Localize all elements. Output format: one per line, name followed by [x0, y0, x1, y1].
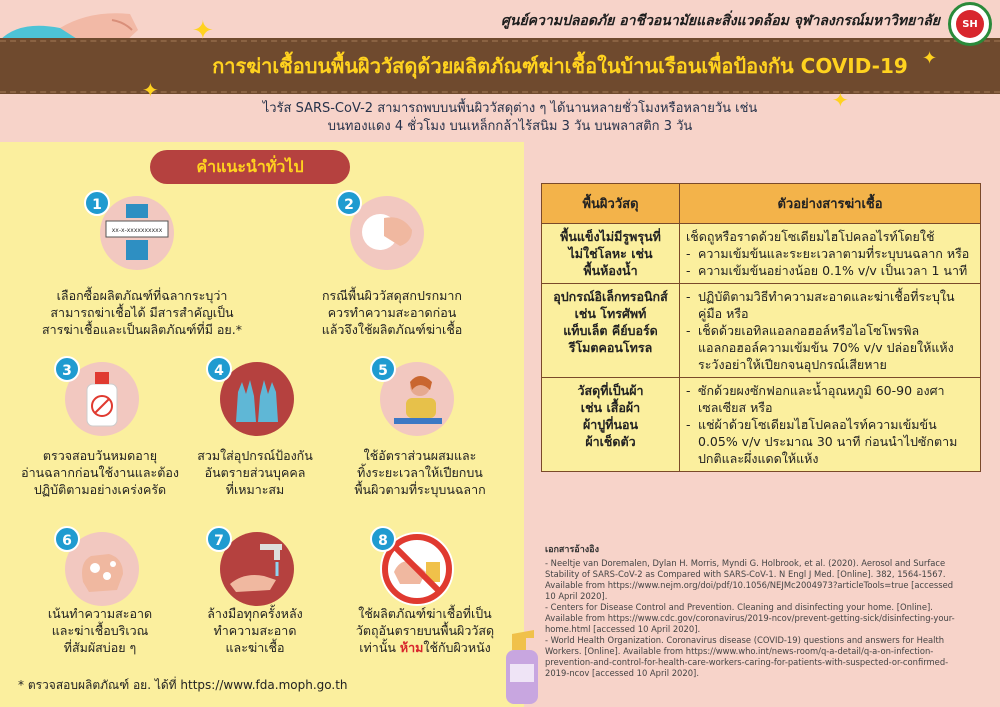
surface-line: ผ้าปูที่นอน: [582, 417, 639, 432]
tip-line: สารฆ่าเชื้อและเป็นผลิตภัณฑ์ที่มี อย.*: [42, 322, 242, 337]
intro-text: [240, 100, 780, 136]
tip-number: 7: [206, 526, 232, 552]
tip-line: ทำความสะอาด: [213, 623, 297, 638]
spray-bottle-icon: [498, 620, 546, 706]
prohibition-highlight: ห้าม: [399, 640, 424, 655]
references-title: เอกสารอ้างอิง: [545, 545, 599, 555]
table-row: [542, 378, 981, 472]
tip-line: แล้วจึงใช้ผลิตภัณฑ์ฆ่าเชื้อ: [321, 322, 463, 337]
organization-logo: [948, 2, 992, 46]
disinfectant-item: - ความเข้มข้นอย่างน้อย 0.1% v/v เป็นเวลา 1 นาที: [686, 262, 974, 279]
surface-line: เช่น โทรศัพท์: [574, 306, 647, 321]
surface-line: พื้นห้องน้ำ: [583, 263, 638, 278]
table-row: [542, 224, 981, 284]
tip-number: 2: [336, 190, 362, 216]
tip-line: ล้างมือทุกครั้งหลัง: [207, 606, 303, 621]
tip-text: [10, 605, 190, 656]
tip-text: [330, 447, 510, 498]
tip-line: และฆ่าเชื้อ: [225, 640, 285, 655]
tip-line: และฆ่าเชื้อบริเวณ: [51, 623, 149, 638]
tip-line: ที่สัมผัสบ่อย ๆ: [63, 640, 137, 655]
surface-line: ไม่ใช่โลหะ เช่น: [568, 246, 653, 261]
logo-mark: SH: [956, 10, 984, 38]
reference-item: - Centers for Disease Control and Prevention. Cleaning and disinfecting your home. [Online]. Available from https://www.cdc.gov/coronavirus/2019-ncov/prevent-getting-sick/disinfecting-your-home.html [accessed 10 April 2020].: [545, 602, 955, 634]
column-header-disinfectant: ตัวอย่างสารฆ่าเชื้อ: [680, 184, 981, 224]
tip-line: ใช้อัตราส่วนผสมและ: [363, 448, 477, 463]
tip-line: ควรทำความสะอาดก่อน: [327, 305, 457, 320]
tip-number: 6: [54, 526, 80, 552]
tip-line: กรณีพื้นผิววัสดุสกปรกมาก: [321, 288, 462, 303]
tip-number: 5: [370, 356, 396, 382]
tip-line: ตรวจสอบวันหมดอายุ: [42, 448, 158, 463]
tip-line: วัตถุอันตรายบนพื้นผิววัสดุ: [355, 623, 495, 638]
tip-line: ใช้ผลิตภัณฑ์ฆ่าเชื้อที่เป็น: [358, 606, 492, 621]
column-header-surface: พื้นผิววัสดุ: [542, 184, 680, 224]
references: [545, 545, 965, 679]
sparkle-icon: ✦: [832, 88, 849, 112]
tip-line: เน้นทำความสะอาด: [47, 606, 153, 621]
tip-line: [335, 639, 515, 656]
disinfectant-item: - แช่ผ้าด้วยโซเดียมไฮโปคลอไรท์ความเข้มข้น 0.05% v/v ประมาณ 30 นาที ก่อนนำไปซักตามปกติและผึ่งแดดให้แห้ง: [686, 416, 974, 467]
reference-item: - World Health Organization. Coronavirus disease (COVID-19) questions and answers for Health Workers. [Online]. Available from https://www.who.int/news-room/q-a-detail/q-a-on-infection-prevention-and-control-for-health-care-workers-caring-for-patients-with-suspected-or-confirmed-2019-ncov [accessed 10 April 2020].: [545, 635, 949, 678]
disinfectant-cell: [680, 224, 981, 284]
disinfectant-item: - ซักด้วยผงซักฟอกและน้ำอุณหภูมิ 60-90 องศาเซลเซียส หรือ: [686, 382, 974, 416]
tip-line: ทิ้งระยะเวลาให้เปียกบน: [357, 465, 483, 480]
reference-item: - Neeltje van Doremalen, Dylan H. Morris, Myndi G. Holbrook, et al. (2020). Aerosol and Surface Stability of SARS-CoV-2 as Compared with SARS-CoV-1. N Engl J Med. [Online]. 382, 1564-1567. Available from https://www.nejm.org/doi/pdf/10.1056/NEJMc2004973?articleTools=true [accessed 10 April 2020].: [545, 558, 954, 601]
tip-line: ที่เหมาะสม: [225, 482, 285, 497]
product-label-text: xx-x-xxxxxxxxxx: [111, 227, 163, 234]
tip-number: 8: [370, 526, 396, 552]
surface-cell: [542, 378, 680, 472]
tip-number: 4: [206, 356, 232, 382]
tip-text: [335, 605, 515, 656]
surface-line: เช่น เสื้อผ้า: [580, 400, 641, 415]
sparkle-icon: ✦: [922, 48, 938, 69]
surface-line: อุปกรณ์อิเล็กทรอนิกส์: [553, 289, 668, 304]
tip-line: พื้นผิวตามที่ระบุบนฉลาก: [354, 482, 486, 497]
page-title: การฆ่าเชื้อบนพื้นผิววัสดุด้วยผลิตภัณฑ์ฆ่าเชื้อในบ้านเรือนเพื่อป้องกัน COVID-19: [212, 54, 908, 78]
tip-line: ปฏิบัติตามอย่างเคร่งครัด: [33, 482, 167, 497]
tip-text: [5, 447, 195, 498]
tip-line: สามารถฆ่าเชื้อได้ มีสารสำคัญเป็น: [50, 305, 234, 320]
disinfectant-cell: [680, 378, 981, 472]
fda-footnote: * ตรวจสอบผลิตภัณฑ์ อย. ได้ที่ https://www.fda.moph.go.th: [18, 678, 348, 692]
intro-line: ไวรัส SARS-CoV-2 สามารถพบบนพื้นผิววัสดุต่าง ๆ ได้นานหลายชั่วโมงหรือหลายวัน เช่น: [262, 101, 758, 116]
tip-line: อ่านฉลากก่อนใช้งานและต้อง: [21, 465, 179, 480]
banner-stitch-top: [0, 40, 1000, 42]
disinfectant-item: - ความเข้มข้นและระยะเวลาตามที่ระบุบนฉลาก หรือ: [686, 245, 974, 262]
guidance-heading: คำแนะนำทั่วไป: [150, 150, 350, 184]
tip-line-end: ใช้กับผิวหนัง: [423, 640, 491, 655]
product-label-icon: [100, 196, 174, 270]
surface-cell: [542, 284, 680, 378]
tip-line-start: เท่านั้น: [359, 640, 400, 655]
tip-text: [272, 287, 512, 338]
organization-name: ศูนย์ความปลอดภัย อาชีวอนามัยและสิ่งแวดล้อม จุฬาลงกรณ์มหาวิทยาลัย: [500, 13, 940, 29]
disinfectant-cell: [680, 284, 981, 378]
surface-line: วัสดุที่เป็นผ้า: [577, 383, 644, 398]
tip-line: อันตรายส่วนบุคคล: [204, 465, 306, 480]
tip-text: [185, 605, 325, 656]
disinfectant-item: - เช็ดด้วยเอทิลแอลกอฮอล์หรือไอโซโพรพิลแอลกอฮอล์ความเข้มข้น 70% v/v ปล่อยให้แห้งระวังอย่าให้เปียกจนอุปกรณ์เสียหาย: [686, 322, 974, 373]
sparkle-icon: ✦: [192, 16, 214, 46]
surface-line: แท็บเล็ต คีย์บอร์ด: [563, 323, 658, 338]
surface-line: ผ้าเช็ดตัว: [585, 434, 636, 449]
tip-text: [22, 287, 262, 338]
sparkle-icon: ✦: [142, 78, 159, 102]
surface-line: รีโมตคอนโทรล: [568, 340, 653, 355]
surface-cell: [542, 224, 680, 284]
tip-line: สวมใส่อุปกรณ์ป้องกัน: [197, 448, 313, 463]
disinfectant-intro: เช็ดถูหรือราดด้วยโซเดียมไฮโปคลอไรท์โดยใช้: [686, 229, 935, 244]
intro-line: บนทองแดง 4 ชั่วโมง บนเหล็กกล้าไร้สนิม 3 วัน บนพลาสติก 3 วัน: [327, 119, 693, 134]
tip-line: เลือกซื้อผลิตภัณฑ์ที่ฉลากระบุว่า: [56, 288, 228, 303]
tip-number: 1: [84, 190, 110, 216]
tip-number: 3: [54, 356, 80, 382]
disinfectant-item: - ปฏิบัติตามวิธีทำความสะอาดและฆ่าเชื้อที่ระบุในคู่มือ หรือ: [686, 288, 974, 322]
disinfectant-table: [541, 183, 981, 472]
surface-line: พื้นแข็งไม่มีรูพรุนที่: [560, 229, 661, 244]
table-row: [542, 284, 981, 378]
tip-text: [180, 447, 330, 498]
